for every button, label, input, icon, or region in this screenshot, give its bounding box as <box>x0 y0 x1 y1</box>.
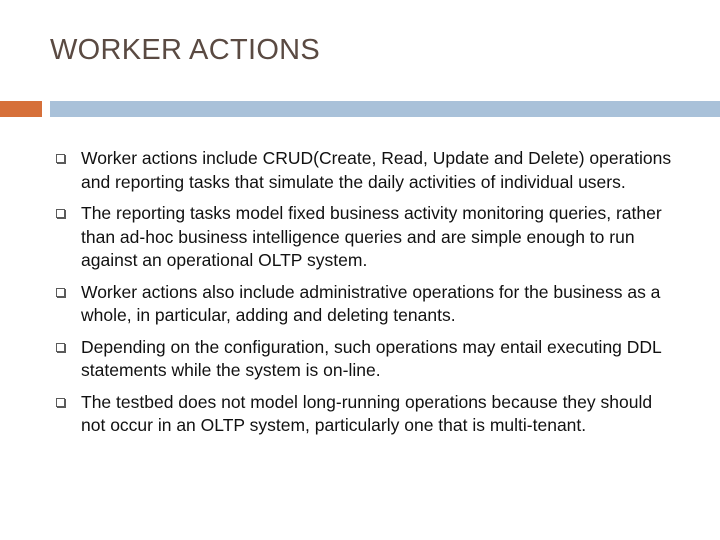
bullet-item <box>0 147 681 194</box>
hollow-square-bullet-icon <box>56 209 65 218</box>
hollow-square-bullet-icon <box>56 154 65 163</box>
hollow-square-bullet-icon <box>56 343 65 352</box>
title-accent-bar <box>0 101 42 117</box>
hollow-square-bullet-icon <box>56 288 65 297</box>
bullet-text: Worker actions include CRUD(Create, Read, Update and Delete) operations and reporting tasks that simulate the daily activities of individual users. <box>81 148 672 192</box>
slide-title: WORKER ACTIONS <box>50 34 321 66</box>
bullet-item <box>0 281 681 328</box>
bullet-text: The reporting tasks model fixed business activity monitoring queries, rather than ad-hoc business intelligence queries and are simple enough to run against an operational OLTP system. <box>81 203 662 270</box>
bullet-text: Worker actions also include administrative operations for the business as a whole, in particular, adding and deleting tenants. <box>81 281 661 325</box>
bullet-text: The testbed does not model long-running operations because they should not occur in an OLTP system, particularly one that is multi-tenant. <box>81 391 653 435</box>
bullet-item <box>0 202 681 273</box>
hollow-square-bullet-icon <box>56 398 65 407</box>
title-rule-bar <box>50 101 720 117</box>
bullet-list <box>0 147 720 446</box>
bullet-item <box>0 391 681 438</box>
bullet-text: Depending on the configuration, such operations may entail executing DDL statements while the system is on-line. <box>81 336 662 380</box>
bullet-item <box>0 336 681 383</box>
